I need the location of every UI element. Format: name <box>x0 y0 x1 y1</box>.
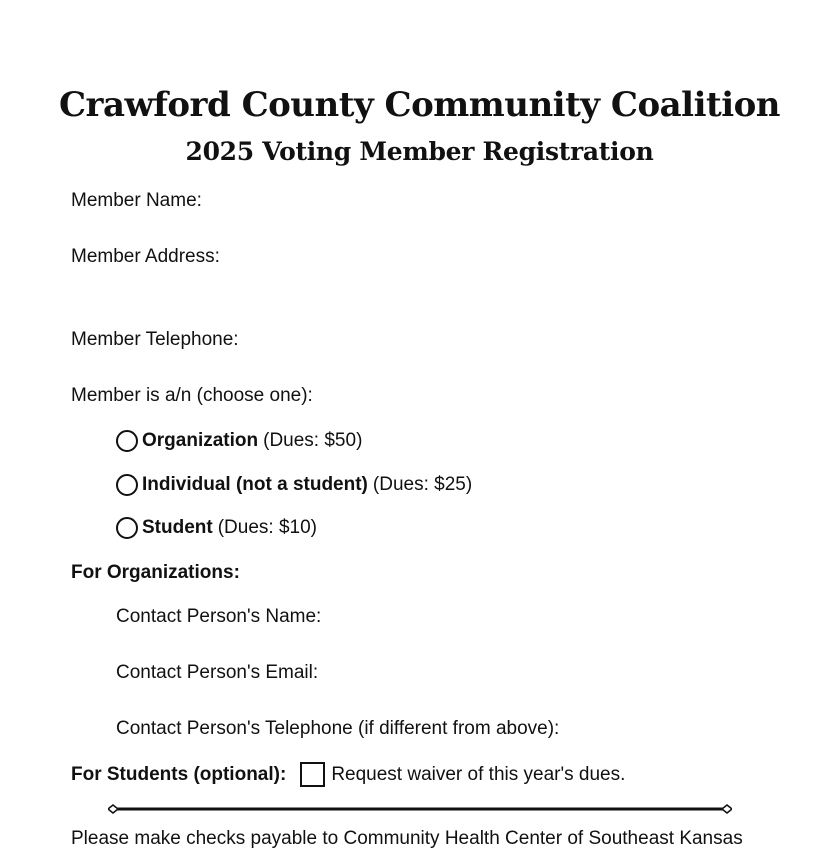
waiver-label: Request waiver of this year's dues. <box>331 763 626 785</box>
section-divider <box>108 802 732 816</box>
option-name: Individual (not a student) <box>142 474 368 495</box>
waiver-checkbox[interactable] <box>300 762 325 787</box>
option-name: Student <box>142 517 213 538</box>
member-type-label: Member is a/n (choose one): <box>71 385 313 406</box>
option-organization[interactable] <box>116 428 362 454</box>
radio-circle-icon[interactable] <box>116 517 138 539</box>
option-dues: (Dues: $25) <box>372 474 473 495</box>
option-dues: (Dues: $50) <box>263 430 363 451</box>
payment-note: Please make checks payable to Community Health Center of Southeast Kansas <box>71 828 743 849</box>
contact-name-label: Contact Person's Name: <box>116 606 322 627</box>
member-name-label: Member Name: <box>71 190 202 211</box>
option-dues: (Dues: $10) <box>217 517 317 538</box>
contact-telephone-label: Contact Person's Telephone (if different from above): <box>116 718 560 739</box>
page-subtitle: 2025 Voting Member Registration <box>185 137 654 166</box>
radio-circle-icon[interactable] <box>116 430 138 452</box>
students-row <box>71 762 625 787</box>
option-individual[interactable] <box>116 472 472 498</box>
radio-circle-icon[interactable] <box>116 474 138 496</box>
contact-email-label: Contact Person's Email: <box>116 662 319 683</box>
member-telephone-label: Member Telephone: <box>71 329 239 350</box>
page-title: Crawford County Community Coalition <box>58 85 781 125</box>
students-heading: For Students (optional): <box>71 763 287 785</box>
option-name: Organization <box>142 430 259 451</box>
member-address-label: Member Address: <box>71 246 220 267</box>
organizations-heading: For Organizations: <box>71 562 240 583</box>
option-student[interactable] <box>116 515 317 541</box>
